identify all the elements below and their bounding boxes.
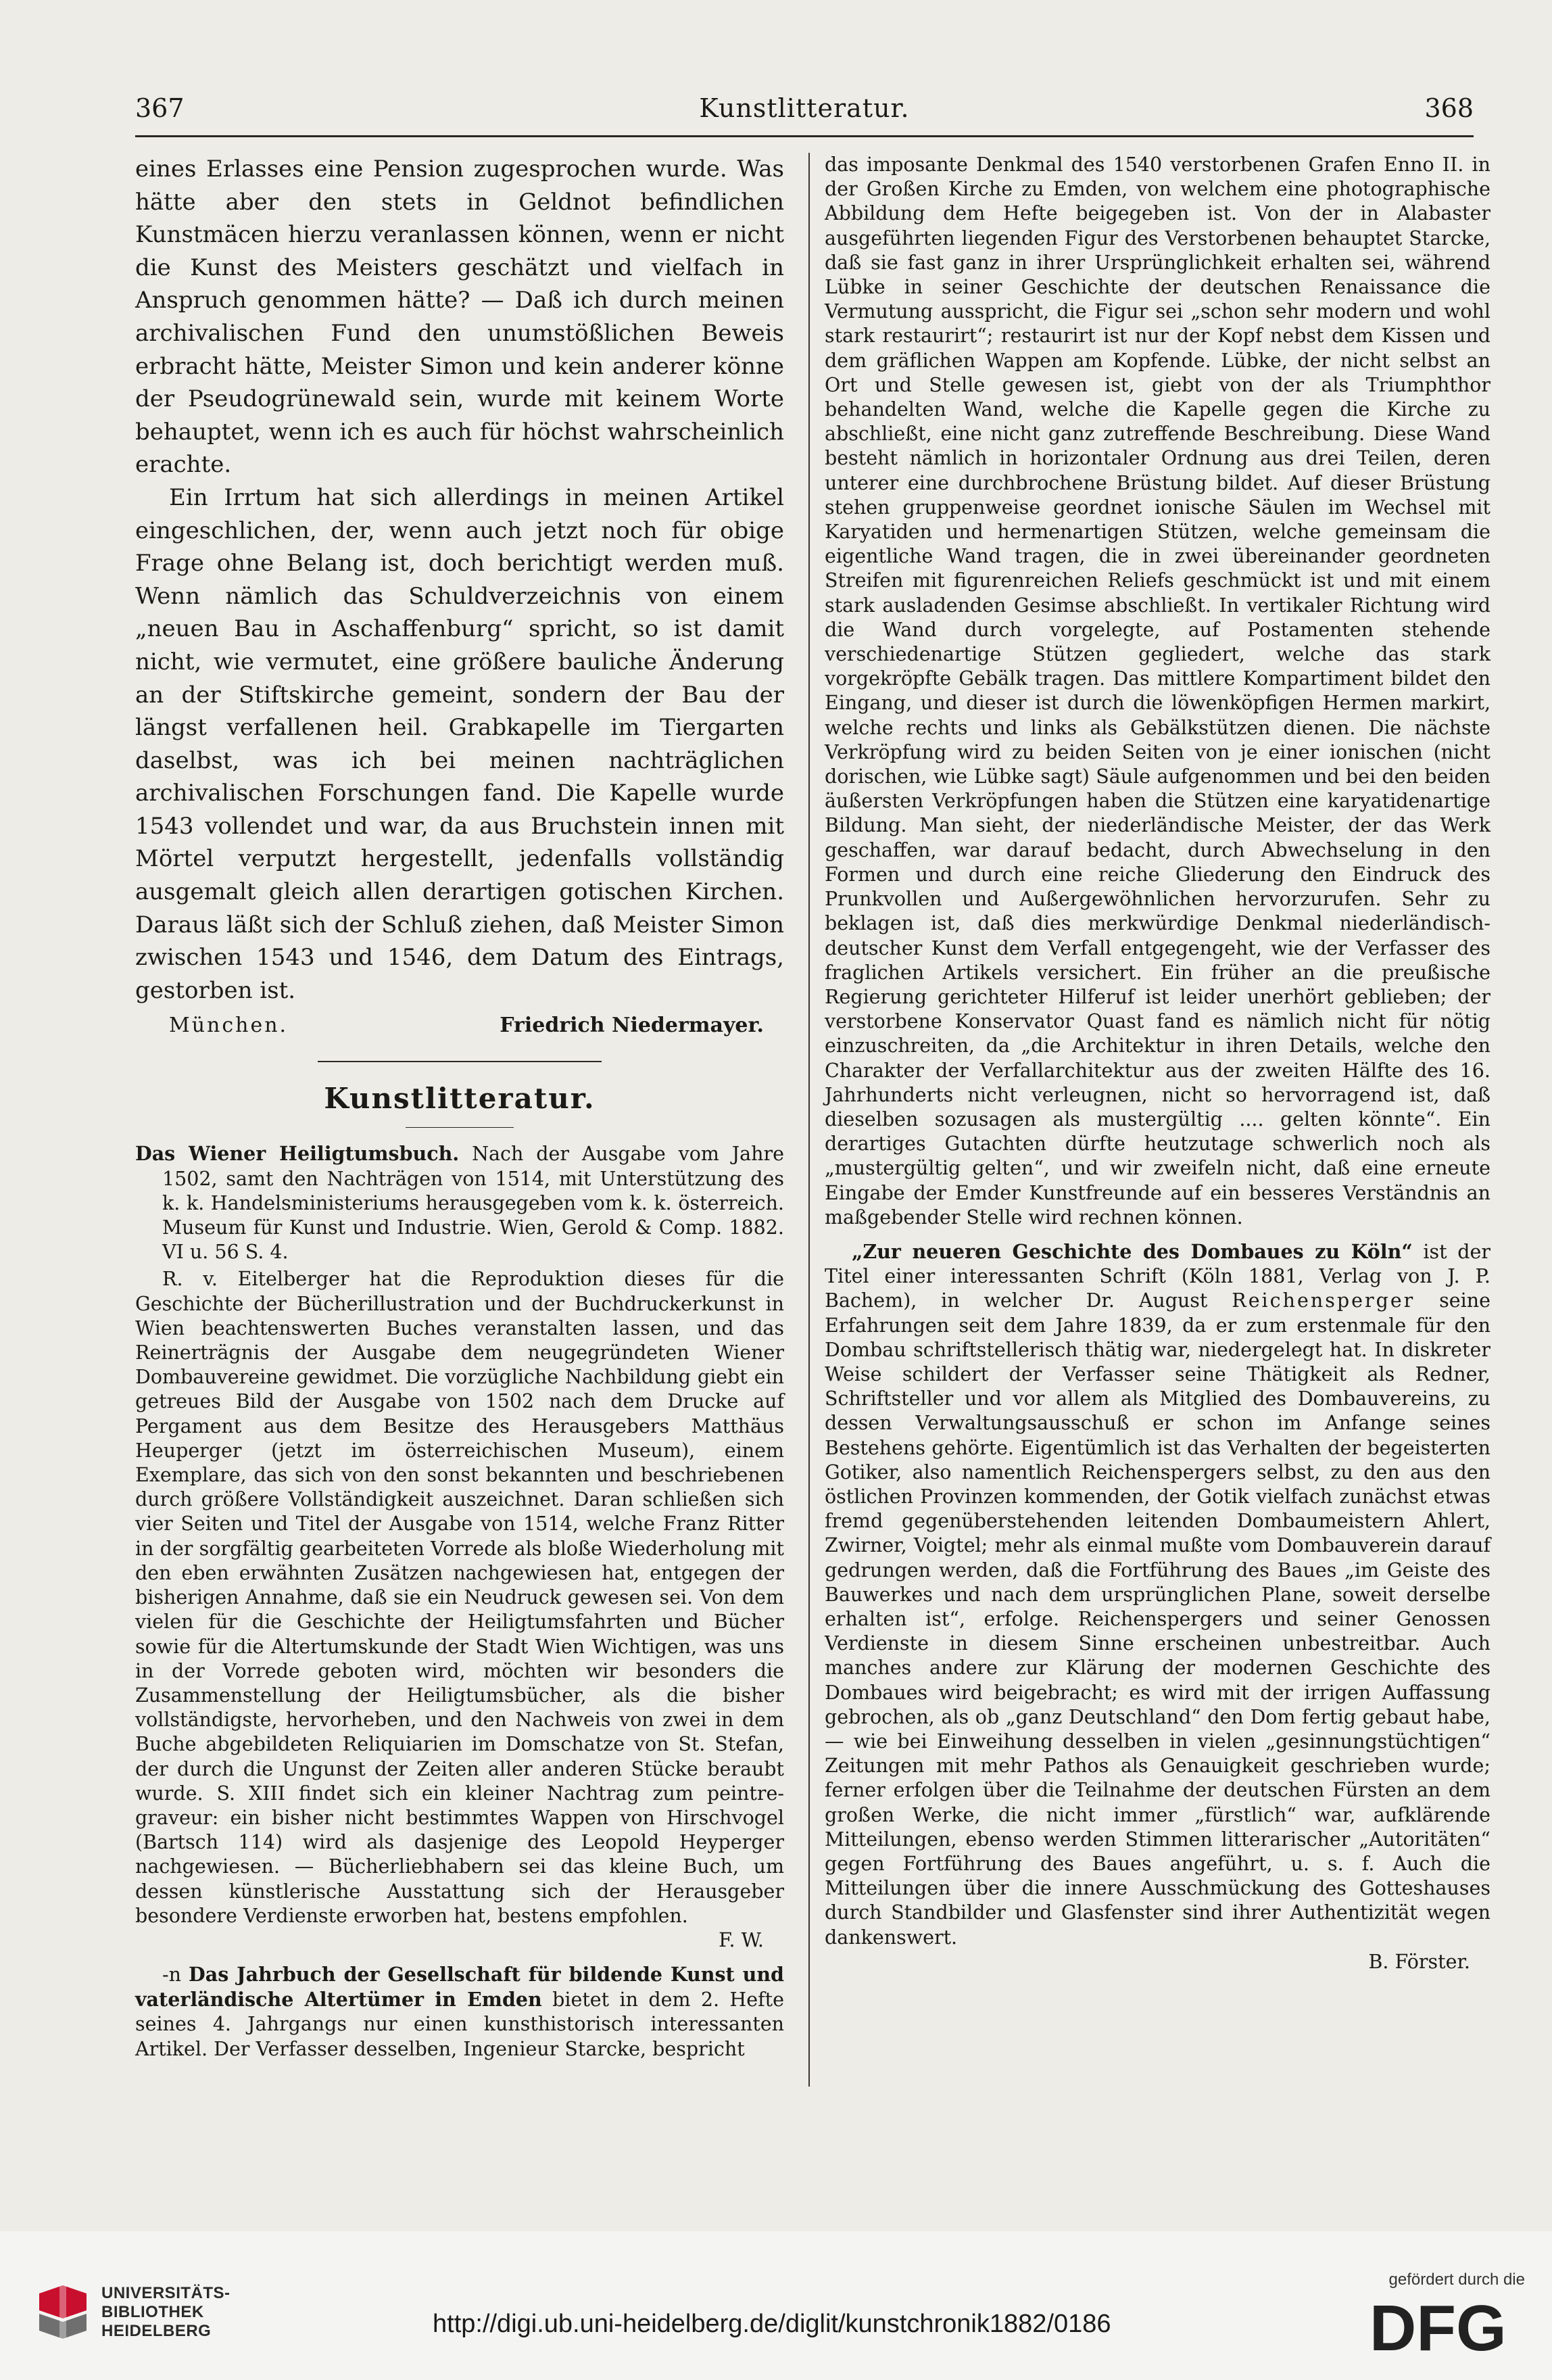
column-divider	[808, 153, 810, 2087]
dfg-logo-text: DFG	[1369, 2296, 1507, 2357]
review-text: bietet in dem 2. Hefte seines 4. Jahrgangs nur einen kunsthistorisch interessanten Artikel. Der Verfasser desselben, Ingenieur Starcke, bespricht	[135, 1989, 784, 2060]
section-divider	[318, 1061, 602, 1062]
dfg-logo-icon	[1369, 2296, 1525, 2357]
review-signature: F. W.	[719, 1928, 764, 1951]
library-name	[101, 2284, 231, 2341]
digitization-footer	[0, 2231, 1552, 2380]
review-text: seine Erfahrungen seit dem Jahre 1839, da er zum erstenmale für den Dombau schriftstellerisch thätig war, niedergelegt hat. In diskreter Weise schildert der Verfasser seine Thätigkeit als Redner, Schriftsteller und vor allem als Mitglied des Dombauvereins, zu dessen Verwaltungsausschuß er schon im Anfange seines Bestehens gehörte. Eigentümlich ist das Verhalten der begeisterten Gotiker, also namentlich Reichenspergers selbst, zu den aus den östlichen Provinzen kommenden, der Gotik vielfach zunächst etwas fremd gegenüberstehenden leitenden Dombaumeistern Ahlert, Zwirner, Voigtel; mehr als einmal mußte vom Dombauverein darauf gedrungen werden, daß die Fortführung des Baues „im Geiste des Bauwerkes und nach dem ursprünglichen Plane, soweit derselbe erhalten ist“, erfolge. Reichenspergers und seiner Genossen Verdienste in diesem Sinne erscheinen unbestreitbar. Auch manches andere zur Klärung der modernen Geschichte des Dombaues wird beigebracht; es wird mit der irrigen Auffassung gebrochen, als ob „ganz Deutschland“ den Dom fertig gebaut habe, — wie bei Einweihung desselben in vielen „gesinnungstüchtigen“ Zeitungen mit mehr Pathos als Genauigkeit geschrieben wurde; ferner erfolgen über die Teilnahme der deutschen Fürsten an dem großen Werke, die nicht immer „fürstlich“ war, aufklärende Mitteilungen, ebenso werden Stimmen litterarischer „Autoritäten“ gegen Fortführung des Baues angeführt, u. s. f. Auch die Mitteilungen über die innere Ausschmückung des Gotteshauses durch Standbilder und Glasfenster sind ihrer Authentizität wegen dankenswert.	[825, 1289, 1490, 1949]
library-name-line: BIBLIOTHEK	[101, 2303, 204, 2321]
paragraph	[825, 1239, 1490, 1950]
paragraph: das imposante Denkmal des 1540 verstorbenen Grafen Enno II. in der Großen Kirche zu Emden, von welchem eine photographische Abbildung dem Hefte beigegeben ist. Von der in Alabaster ausgeführten liegenden Figur des Verstorbenen behauptet Starcke, daß sie fast ganz in ihrer Ursprünglichkeit erhalten sei, während Lübke in seiner Geschichte der deutschen Renaissance die Vermutung ausspricht, die Figur sei „schon sehr modern und wohl stark restaurirt“; restaurirt ist nur der Kopf nebst dem Kissen und dem gräflichen Wappen am Kopfende. Lübke, der nicht selbst an Ort und Stelle gewesen ist, giebt von der als Triumphthor behandelten Wand, welche die Kapelle gegen die Kirche zu abschließt, eine nicht ganz zutreffende Beschreibung. Diese Wand besteht nämlich in horizontaler Ordnung aus drei Teilen, deren unterer eine durchbrochene Brüstung bildet. Auf dieser Brüstung stehen gruppenweise geordnet ionische Säulen im Wechsel mit Karyatiden und hermenartigen Stützen, welche gemeinsam die eigentliche Wand tragen, die in zwei übereinander geordneten Streifen mit figurenreichen Reliefs geschmückt ist und mit einem stark ausladenden Gesimse abschließt. In vertikaler Richtung wird die Wand durch vorgelegte, auf Postamenten stehende verschiedenartige Stützen gegliedert, welche das stark vorgekröpfte Gebälk tragen. Das mittlere Kompartiment bildet den Eingang, und dieser ist durch die löwenköpfigen Hermen markirt, welche rechts und links als Gebälkstützen dienen. Die nächste Verkröpfung wird zu beiden Seiten von je einer ionischen (nicht dorischen, wie Lübke sagt) Säule aufgenommen und bei den beiden äußersten Verkröpfungen haben die Stützen eine karyatidenartige Bildung. Man sieht, der niederländische Meister, der das Werk geschaffen, war darauf bedacht, durch Abwechselung in den Formen und durch eine reiche Gliederung den Eindruck des Prunkvollen und Außergewöhnlichen hervorzurufen. Sehr zu beklagen ist, daß dies merkwürdige Denkmal niederländisch-deutscher Kunst dem Verfall entgegengeht, wie der Verfasser des fraglichen Artikels versichert. Ein früher an die preußische Regierung gerichteter Hilferuf ist leider unerhört geblieben; der verstorbene Konservator Quast fand es nämlich nicht für nötig einzuschreiten, da „die Architektur in ihren Details, welche den Charakter der Verfallarchitektur aus der zweiten Hälfte des 16. Jahrhunderts nicht verleugnen, nicht so hervorragend ist, daß dieselben sozusagen als mustergültig .... gelten könnte“. Ein derartiges Gutachten dürfte heutzutage schwerlich noch als „mustergültig gelten“, und wir zweifeln nicht, daß eine erneute Eingabe der Emder Kunstfreunde auf ein besseres Verständnis an maßgebender Stelle wird rechnen können.	[825, 153, 1490, 1229]
review-body	[135, 1267, 784, 1928]
page-header	[135, 88, 1474, 128]
library-name-line: UNIVERSITÄTS-	[101, 2284, 231, 2302]
library-name-line: HEIDELBERG	[101, 2322, 212, 2340]
review-bib-details: Nach der Ausgabe vom Jahre 1502, samt den Nachträgen von 1514, mit Unterstützung des k. k. Handelsministeriums herausgegeben vom k. k. österreich. Museum für Kunst und Industrie. Wien, Gerold & Comp. 1882. VI u. 56 S. 4.	[162, 1143, 785, 1264]
review-bibliography	[135, 1141, 784, 1264]
university-library-logo-icon	[32, 2280, 93, 2341]
left-column	[135, 153, 784, 2062]
article-signature	[135, 1009, 784, 1050]
review-signature: B. Förster.	[1368, 1950, 1470, 1973]
review-text: ist der Titel einer interessanten Schrift (Köln 1881, Verlag von J. P. Bachem), in welcher Dr. August	[825, 1240, 1490, 1312]
review-body	[135, 1962, 784, 2062]
right-column	[825, 153, 1490, 1974]
page-number-left: 367	[135, 93, 185, 123]
header-rule	[135, 135, 1474, 137]
paragraph: R. v. Eitelberger hat die Reproduktion dieses für die Geschichte der Bücherillustration und der Buchdruckerkunst in Wien beachtenswerten Buches veranstalten lassen, und das Reinerträgnis der Ausgabe dem neugegründeten Wiener Dombauvereine gewidmet. Die vorzügliche Nachbildung giebt ein getreues Bild der Ausgabe von 1502 nach dem Drucke auf Pergament aus dem Besitze des Herausgebers Matthäus Heuperger (jetzt im österreichischen Museum), einem Exemplare, das sich von den sonst bekannten und beschriebenen durch größere Vollständigkeit auszeichnet. Daran schließen sich vier Seiten und Titel der Ausgabe von 1514, welche Franz Ritter in der sorgfältig gearbeiteten Vorrede als bloße Wiederholung mit den eben erwähnten Zusätzen nachgewiesen hat, entgegen der bisherigen Annahme, daß sie ein Neudruck gewesen sei. Von dem vielen für die Geschichte der Heiligtumsfahrten und Bücher sowie für die Altertumskunde der Stadt Wien Wichtigen, was uns in der Vorrede geboten wird, möchten wir besonders die Zusammenstellung der Heiligtumsbücher, als die bisher vollständigste, hervorheben, und den Nachweis von zwei in dem Buche abgebildeten Reliquiarien im Domschatze von St. Stefan, der durch die Ungunst der Zeiten aller anderen Stücke beraubt wurde. S. XIII findet sich ein kleiner Nachtrag zum peintre-graveur: ein bisher nicht bestimmtes Wappen von Hirschvogel (Bartsch 114) wird als dasjenige des Leopold Heyperger nachgewiesen. — Bücherliebhabern sei das kleine Buch, um dessen künstlerische Ausstattung sich der Herausgeber besondere Verdienste erworben hat, bestens empfohlen.	[135, 1268, 784, 1927]
running-title: Kunstlitteratur.	[699, 93, 910, 123]
review-title: Das Jahrbuch der Gesellschaft für bildende Kunst und vaterländische Altertümer in Emden	[135, 1962, 784, 2012]
review-continuation	[825, 153, 1490, 1950]
funding-caption: gefördert durch die	[1388, 2270, 1525, 2289]
paragraph	[135, 1962, 784, 2062]
reviewer-mark: -n	[162, 1963, 181, 1986]
review-title: „Zur neueren Geschichte des Dombaues zu Köln“	[852, 1239, 1413, 1263]
signature-place: München.	[169, 1014, 289, 1038]
paragraph: Ein Irrtum hat sich allerdings in meinen Artikel eingeschlichen, der, wenn auch jetzt noch für obige Frage ohne Belang ist, doch berichtigt werden muß. Wenn nämlich das Schuldverzeichnis von einem „neuen Bau in Aschaffenburg“ spricht, so ist damit nicht, wie vermutet, eine größere bauliche Änderung an der Stiftskirche gemeint, sondern der Bau der längst verfallenen heil. Grabkapelle im Tiergarten daselbst, was ich bei meinen nachträglichen archivalischen Forschungen fand. Die Kapelle wurde 1543 vollendet und war, da aus Bruchstein innen mit Mörtel verputzt hergestellt, jedenfalls vollständig ausgemalt gleich allen derartigen gotischen Kirchen. Daraus läßt sich der Schluß ziehen, daß Meister Simon zwischen 1543 und 1546, dem Datum des Eintrags, gestorben ist.	[135, 483, 784, 1004]
review-title: Das Wiener Heiligtumsbuch.	[135, 1142, 460, 1166]
section-title-rule	[406, 1127, 514, 1128]
paragraph: eines Erlasses eine Pension zugesprochen wurde. Was hätte aber den stets in Geldnot befindlichen Kunstmäcen hierzu veranlassen können, wenn er nicht die Kunst des Meisters geschätzt und vielfach in Anspruch genommen hätte? — Daß ich durch meinen archivalischen Fund den unumstößlichen Beweis erbracht hätte, Meister Simon und kein anderer könne der Pseudogrünewald sein, wurde mit keinem Worte behauptet, wenn ich es auch für höchst wahrscheinlich erachte.	[135, 156, 784, 479]
signature-name: Friedrich Niedermayer.	[500, 1014, 764, 1038]
section-title: Kunstlitteratur.	[324, 1082, 596, 1116]
source-url-link[interactable]: http://digi.ub.uni-heidelberg.de/diglit/kunstchronik1882/0186	[433, 2310, 1111, 2338]
page-number-right: 368	[1424, 93, 1474, 123]
author-name: Reichensperger	[1232, 1289, 1415, 1312]
article-continuation	[135, 153, 784, 1007]
